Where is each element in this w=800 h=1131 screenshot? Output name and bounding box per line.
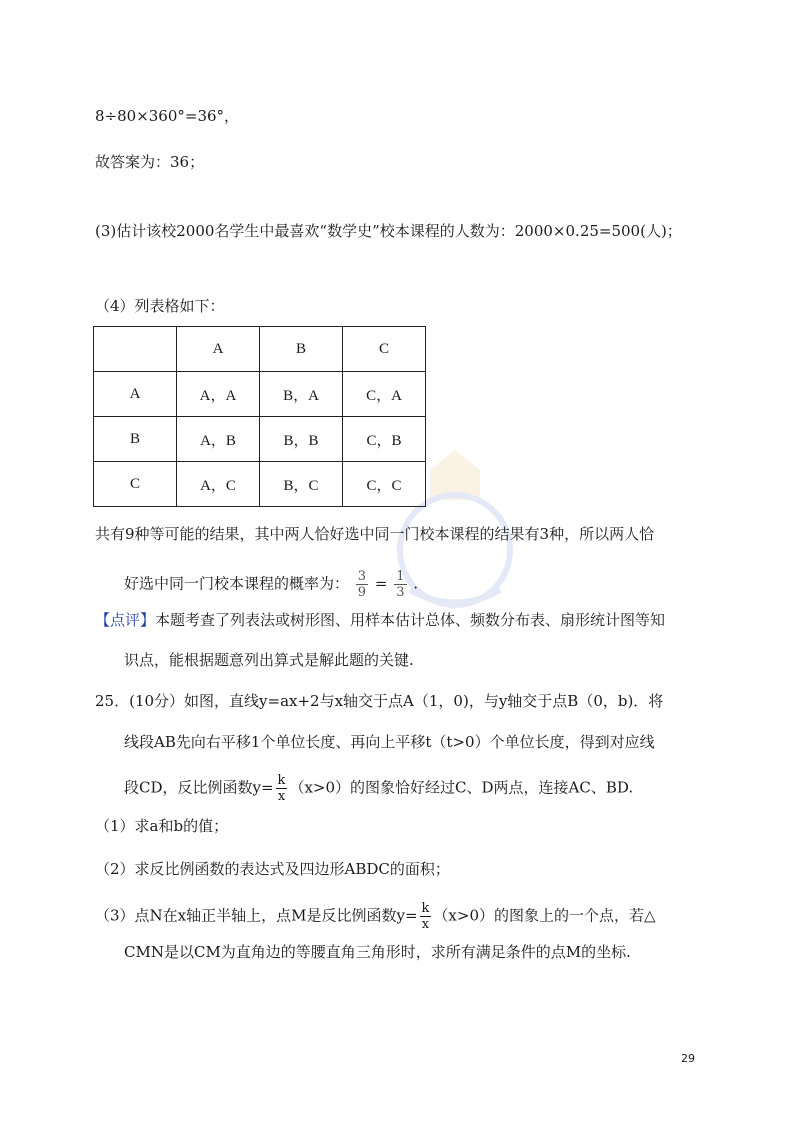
table-cell: C <box>94 462 177 507</box>
problem25-sub2: （2）求反比例函数的表达式及四边形ABDC的面积； <box>95 860 450 878</box>
table-cell: A，C <box>177 462 260 507</box>
comment-line-2: 识点，能根据题意列出算式是解此题的关键. <box>124 651 414 669</box>
q3-estimate-line: (3)估计该校2000名学生中最喜欢“数学史”校本课程的人数为：2000×0.25=500(人)； <box>95 222 682 240</box>
table-cell: C <box>343 327 426 372</box>
page-number: 29 <box>681 1052 695 1065</box>
table-cell: B，B <box>260 417 343 462</box>
table-cell: C，A <box>343 372 426 417</box>
fraction-numerator: k <box>277 773 286 788</box>
comment-text-1: 本题考查了列表法或树形图、用样本估计总体、频数分布表、扇形统计图等知 <box>155 611 666 629</box>
table-row <box>94 417 426 462</box>
fraction-numerator: 1 <box>396 569 405 584</box>
comment-label: 【点评】 <box>95 611 156 629</box>
result-line-2-prefix: 好选中同一门校本课程的概率为： <box>124 574 350 593</box>
problem25-line-1: 25．(10分）如图，直线y=ax+2与x轴交于点A（1，0)，与y轴交于点B（0，b)．将 <box>95 692 664 710</box>
result-line-1: 共有9种等可能的结果，其中两人恰好选中同一门校本课程的结果有3种，所以两人恰 <box>95 525 655 543</box>
problem25-sub3-line-1 <box>95 901 656 932</box>
table-cell: A，B <box>177 417 260 462</box>
problem25-line-3 <box>124 773 633 804</box>
problem25-sub3-suffix: （x>0）的图象上的一个点，若△ <box>433 906 656 925</box>
table-row <box>94 462 426 507</box>
fraction-three-ninths <box>356 569 368 600</box>
fraction-k-over-x <box>276 773 288 804</box>
fraction-denominator: x <box>277 789 286 804</box>
outcome-table <box>93 326 426 507</box>
table-row <box>94 372 426 417</box>
equals-sign: = <box>374 574 388 593</box>
fraction-numerator: k <box>421 901 430 916</box>
problem25-line-2: 线段AB先向右平移1个单位长度、再向上平移t（t>0）个单位长度，得到对应线 <box>124 733 655 751</box>
table-cell: B <box>260 327 343 372</box>
table-cell <box>94 327 177 372</box>
fraction-denominator: x <box>421 917 430 932</box>
fraction-k-over-x <box>420 901 432 932</box>
problem25-line-3-suffix: （x>0）的图象恰好经过C、D两点，连接AC、BD. <box>289 778 634 797</box>
fraction-one-third <box>394 569 406 600</box>
problem25-sub3-prefix: （3）点N在x轴正半轴上，点M是反比例函数y= <box>95 906 418 925</box>
fraction-denominator: 3 <box>396 585 405 600</box>
q4-intro-line: （4）列表格如下： <box>95 297 225 315</box>
table-cell: C，B <box>343 417 426 462</box>
table-cell: A，A <box>177 372 260 417</box>
result-end-period: . <box>413 574 419 593</box>
comment-line-1 <box>95 610 665 630</box>
fraction-denominator: 9 <box>357 585 367 600</box>
result-line-2 <box>124 569 418 600</box>
table-cell: A <box>94 372 177 417</box>
fraction-numerator: 3 <box>357 569 367 584</box>
table-cell: A <box>177 327 260 372</box>
problem25-line-3-prefix: 段CD，反比例函数y= <box>124 778 274 797</box>
table-header-row <box>94 327 426 372</box>
answer-line: 故答案为：36； <box>95 153 205 171</box>
problem25-sub1: （1）求a和b的值； <box>95 817 229 835</box>
table-cell: B <box>94 417 177 462</box>
calc-line: 8÷80×360°=36°， <box>95 107 240 125</box>
table-cell: C，C <box>343 462 426 507</box>
problem25-sub3-line-2: CMN是以CM为直角边的等腰直角三角形时，求所有满足条件的点M的坐标. <box>124 943 631 961</box>
table-cell: B，A <box>260 372 343 417</box>
table-cell: B，C <box>260 462 343 507</box>
